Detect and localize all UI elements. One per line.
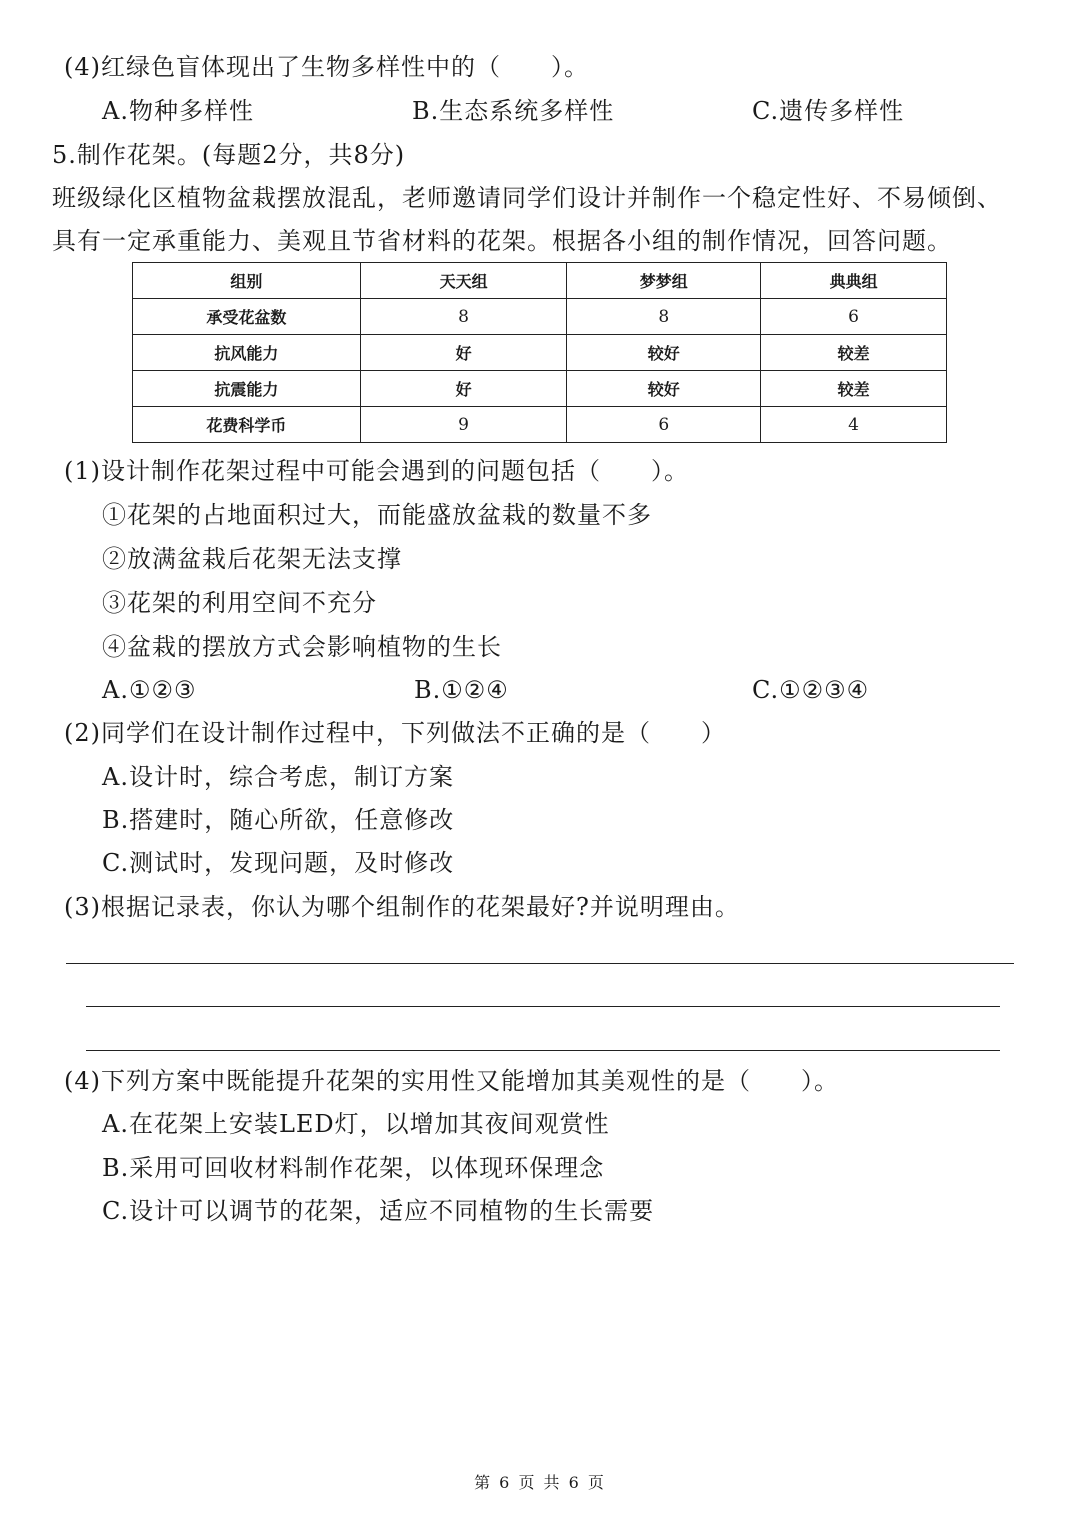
table-cell: 4 xyxy=(761,407,947,443)
table-cell: 较差 xyxy=(761,335,947,371)
table-row xyxy=(133,335,947,371)
option-c: C.①②③④ xyxy=(752,676,870,704)
options-prev-4 xyxy=(102,96,962,130)
page-footer: 第 6 页 共 6 页 xyxy=(474,1473,606,1492)
table-cell: 抗风能力 xyxy=(133,335,361,371)
table-header: 组别 xyxy=(133,263,361,299)
table-header: 天天组 xyxy=(360,263,567,299)
question-4-stem: (4)下列方案中既能提升花架的实用性又能增加其美观性的是（ ）。 xyxy=(64,1067,839,1095)
question-1-item: ②放满盆栽后花架无法支撑 xyxy=(102,545,402,573)
table-cell: 好 xyxy=(360,335,567,371)
option-c: C.遗传多样性 xyxy=(752,97,905,125)
table-cell: 8 xyxy=(360,299,567,335)
table-cell: 较差 xyxy=(761,371,947,407)
question-4-option-a: A.在花架上安装LED灯，以增加其夜间观赏性 xyxy=(102,1110,610,1138)
question-4-option-b: B.采用可回收材料制作花架，以体现环保理念 xyxy=(102,1154,605,1182)
option-a: A.①②③ xyxy=(102,676,197,704)
question-1-item: ④盆栽的摆放方式会影响植物的生长 xyxy=(102,633,502,661)
question-3-stem: (3)根据记录表，你认为哪个组制作的花架最好?并说明理由。 xyxy=(64,893,740,921)
table-cell: 好 xyxy=(360,371,567,407)
option-b: B.①②④ xyxy=(414,676,509,704)
table-cell: 较好 xyxy=(567,371,761,407)
table-row xyxy=(133,299,947,335)
table-cell: 较好 xyxy=(567,335,761,371)
answer-line[interactable] xyxy=(66,963,1014,964)
table-cell: 6 xyxy=(761,299,947,335)
question-prev-4: (4)红绿色盲体现出了生物多样性中的（ ）。 xyxy=(64,53,589,81)
option-b: B.生态系统多样性 xyxy=(412,97,615,125)
answer-line[interactable] xyxy=(86,1050,1000,1051)
question-1-options xyxy=(102,675,962,709)
table-cell: 花费科学币 xyxy=(133,407,361,443)
question-2-option-b: B.搭建时，随心所欲，任意修改 xyxy=(102,806,455,834)
answer-line[interactable] xyxy=(86,1006,1000,1007)
table-cell: 9 xyxy=(360,407,567,443)
question-2-stem: (2)同学们在设计制作过程中，下列做法不正确的是（ ） xyxy=(64,719,726,747)
question-1-item: ①花架的占地面积过大，而能盛放盆栽的数量不多 xyxy=(102,501,652,529)
section-title: 5.制作花架。(每题2分，共8分) xyxy=(52,141,406,169)
section-intro-line2: 具有一定承重能力、美观且节省材料的花架。根据各小组的制作情况，回答问题。 xyxy=(52,227,952,255)
table-cell: 8 xyxy=(567,299,761,335)
question-4-option-c: C.设计可以调节的花架，适应不同植物的生长需要 xyxy=(102,1197,655,1225)
table-cell: 抗震能力 xyxy=(133,371,361,407)
question-2-option-a: A.设计时，综合考虑，制订方案 xyxy=(102,763,454,791)
section-intro-line1: 班级绿化区植物盆栽摆放混乱，老师邀请同学们设计并制作一个稳定性好、不易倾倒、 xyxy=(52,184,1002,212)
table-cell: 6 xyxy=(567,407,761,443)
table-row xyxy=(133,407,947,443)
table-cell: 承受花盆数 xyxy=(133,299,361,335)
option-a: A.物种多样性 xyxy=(102,97,254,125)
question-1-stem: (1)设计制作花架过程中可能会遇到的问题包括（ ）。 xyxy=(64,457,689,485)
table-header: 典典组 xyxy=(761,263,947,299)
question-2-option-c: C.测试时，发现问题，及时修改 xyxy=(102,849,455,877)
table-row xyxy=(133,371,947,407)
table-header-row xyxy=(133,263,947,299)
record-table xyxy=(132,262,947,443)
table-header: 梦梦组 xyxy=(567,263,761,299)
question-1-item: ③花架的利用空间不充分 xyxy=(102,589,377,617)
